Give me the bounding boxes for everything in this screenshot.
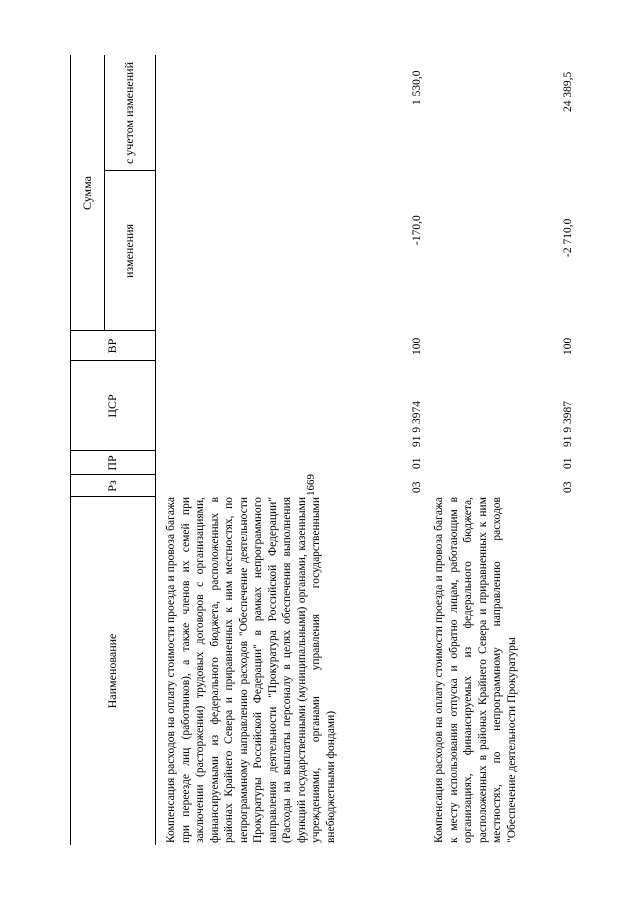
page-number: 1669 — [305, 474, 317, 496]
budget-table — [70, 55, 600, 845]
header-vr: ВР — [105, 338, 120, 354]
table-header — [70, 55, 156, 845]
row-rz: 03 — [411, 481, 423, 493]
header-with-changes: с учетом изменений — [121, 61, 136, 165]
header-csr: ЦСР — [105, 394, 120, 418]
row-vr: 100 — [562, 337, 574, 355]
row-name: Компенсация расходов на оплату стоимости проезда и провоза багажа к месту использования отпуска и обратно лицам, работающим в организациях, финансируемых из федерального бюджета, расположенных в районах Крайнего Севера и приравненных к ним местностях, по непрограммному направлению расходов "Обеспечение деятельности Прокуратуры — [433, 497, 518, 843]
row-change: -2 710,0 — [562, 218, 574, 257]
header-name: Наименование — [105, 633, 120, 709]
header-changes: изменения — [121, 223, 136, 279]
row-total: 1 530,0 — [411, 70, 423, 105]
table-row — [164, 55, 424, 845]
row-csr: 91 9 3987 — [562, 401, 574, 447]
header-pr: ПР — [105, 455, 120, 471]
row-name: Компенсация расходов на оплату стоимости проезда и провоза багажа при переезде лиц (работников), а также членов их семей при заключении (расторжении) трудовых договоров с организациями, финансируемыми из федерального бюджета, расположенных в районах Крайнего Севера и приравненных к ним местностях, по непрограммному направлению расходов "Обеспечение деятельности Прокуратуры Российской Федерации" в рамках непрограммного направления деятельности "Прокуратура Российской Федерации" (Расходы на выплаты персоналу в целях обеспечения выполнения функций государственными (муниципальными) органами, казенными учреждениями, органами управления государственными внебюджетными фондами) — [165, 497, 337, 843]
header-rz: Рз — [105, 480, 120, 492]
table-row — [432, 55, 592, 845]
row-total: 24 389,5 — [562, 71, 574, 112]
row-csr: 91 9 3974 — [411, 401, 423, 447]
header-sum: Сумма — [79, 176, 94, 210]
row-pr: 01 — [411, 457, 423, 469]
row-pr: 01 — [562, 457, 574, 469]
row-vr: 100 — [411, 337, 423, 355]
row-rz: 03 — [562, 481, 574, 493]
row-change: -170,0 — [411, 215, 423, 245]
